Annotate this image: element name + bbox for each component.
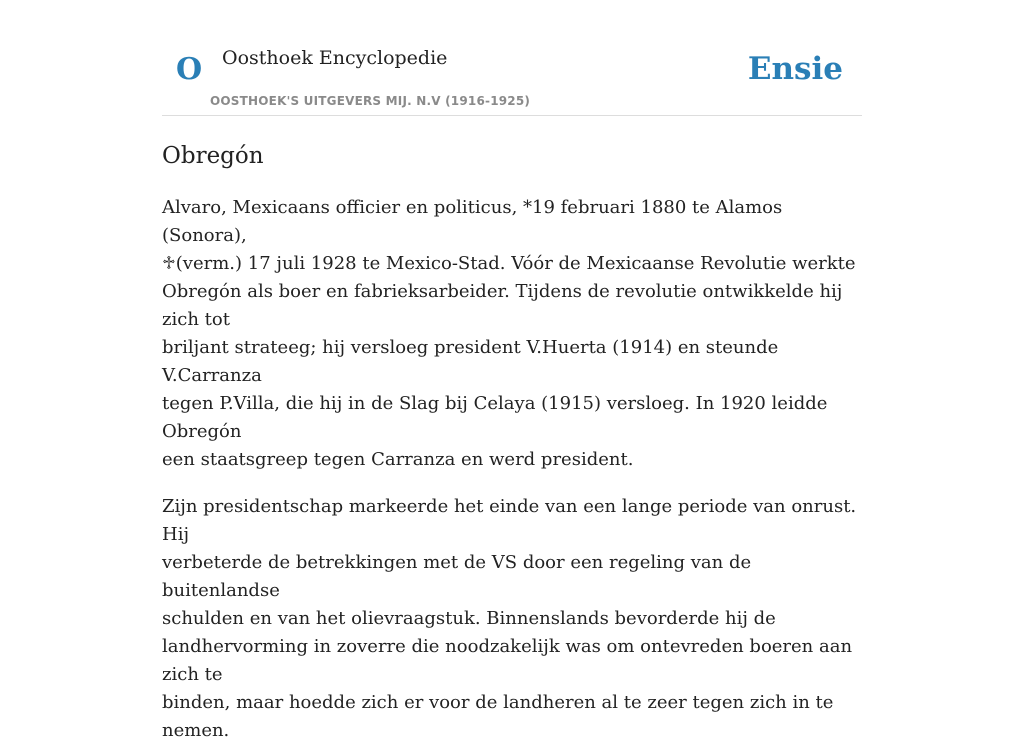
source-header [162, 0, 862, 116]
source-logo[interactable]: O [176, 52, 203, 87]
source-title-link[interactable]: Oosthoek Encyclopedie [222, 47, 448, 69]
ensie-logo-link[interactable]: Ensie [747, 51, 843, 87]
source-publisher: OOSTHOEK'S UITGEVERS MIJ. N.V (1916-1925) [210, 94, 531, 108]
article-title: Obregón [162, 143, 264, 169]
article-paragraph-1: Alvaro, Mexicaans officier en politicus, *19 februari 1880 te Alamos (Sonora), ♱(verm.) 17 juli 1928 te Mexico-Stad. Vóór de Mexicaanse Revolutie werkte Obregón als boer en fabrieksarbeider. Tijdens de revolutie ontwikkelde hij zich tot briljant strateeg; hij versloeg president V.Huerta (1914) en steunde V.Carranza tegen P.Villa, die hij in de Slag bij Celaya (1915) versloeg. In 1920 leidde Obregón een staatsgreep tegen Carranza en werd president. [162, 197, 856, 470]
article-paragraph-2: Zijn presidentschap markeerde het einde van een lange periode van onrust. Hij verbeterde de betrekkingen met de VS door een regeling van de buitenlandse schulden en van het olievraagstuk. Binnenslands bevorderde hij de landhervorming in zoverre die noodzakelijk was om ontevreden boeren aan zich te binden, maar hoedde zich er voor de landheren al te zeer tegen zich in te nemen. [162, 496, 857, 741]
article-page [162, 0, 862, 745]
